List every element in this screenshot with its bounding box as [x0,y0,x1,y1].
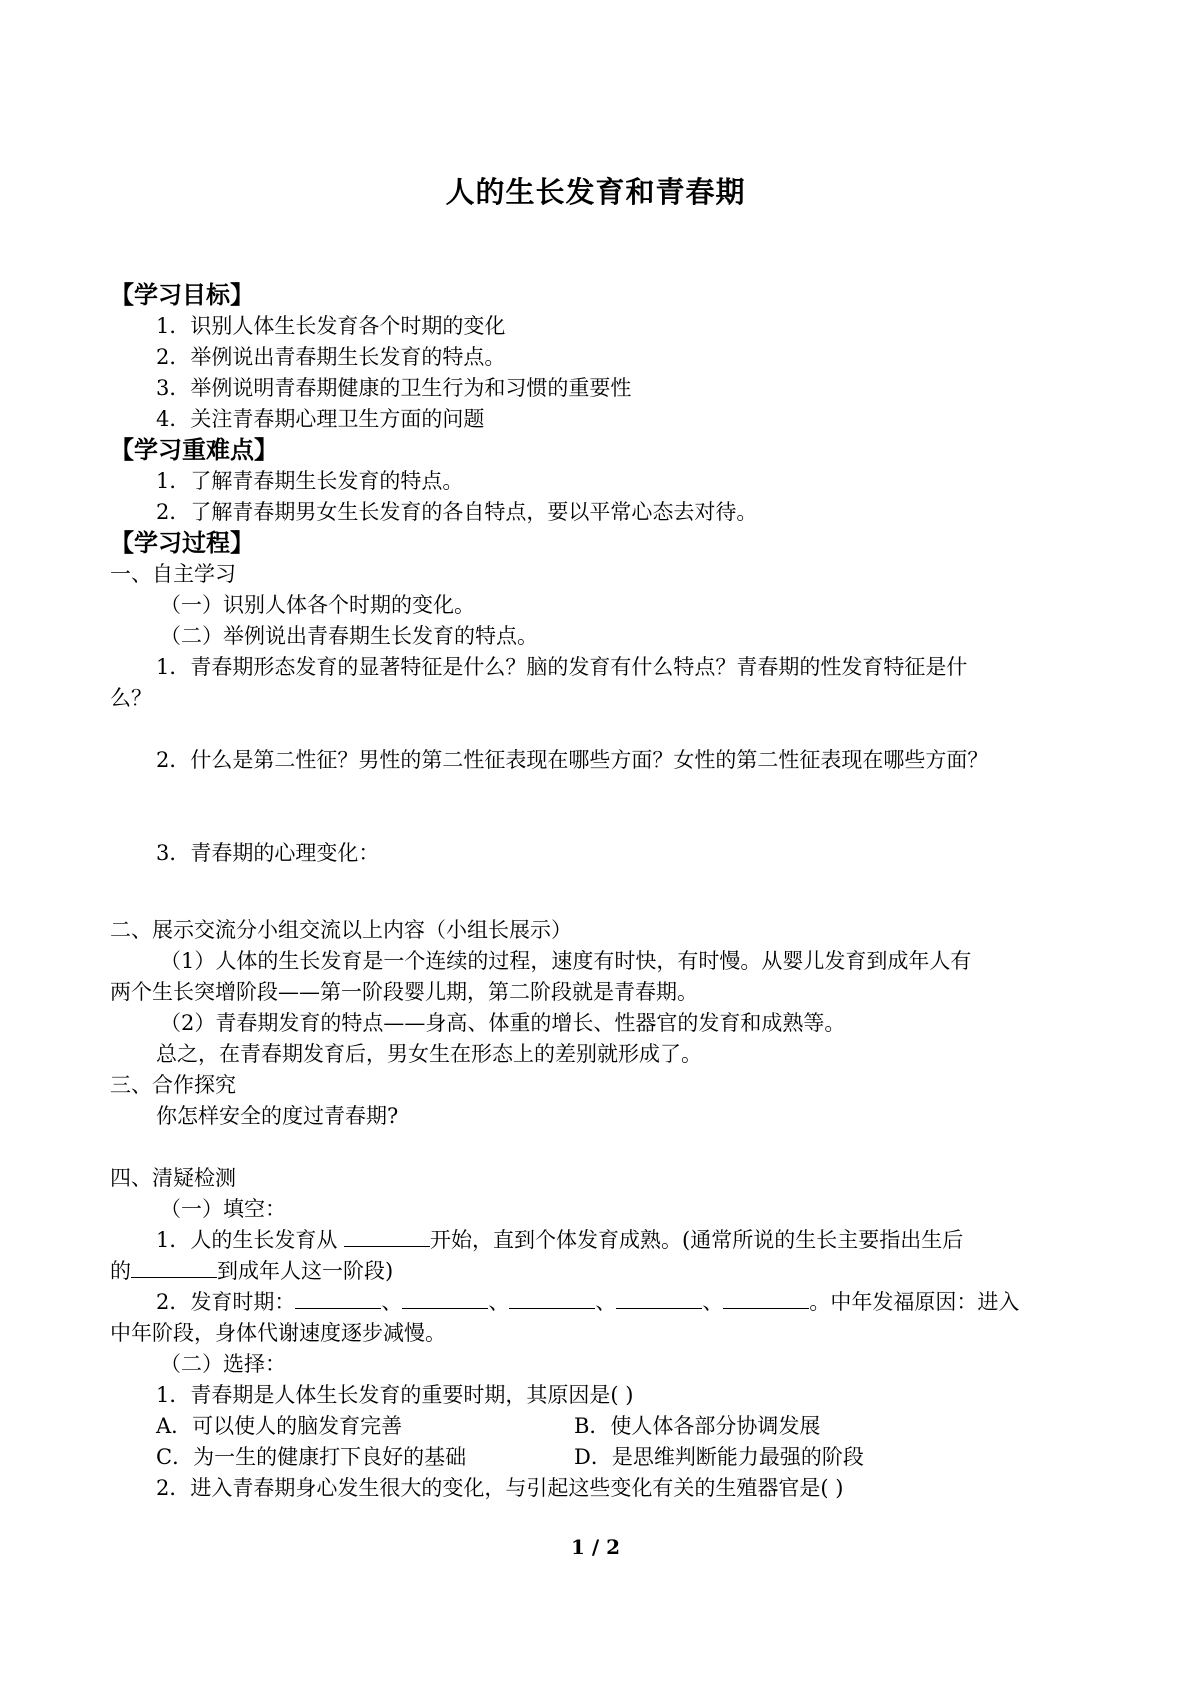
choice-question-2: 2．进入青春期身心发生很大的变化，与引起这些变化有关的生殖器官是( ) [156,1476,844,1500]
process-heading: 【学习过程】 [110,529,254,557]
choice-question-1: 1．青春期是人体生长发育的重要时期，其原因是( ) [156,1383,634,1407]
option-c[interactable]: C．为一生的健康打下良好的基础 [156,1445,467,1469]
fill-blank[interactable] [295,1288,381,1309]
fill-question-2: 2．发育时期： 、 、 、 、 。中年发福原因：进入 [156,1290,1020,1314]
keypoints-heading: 【学习重难点】 [110,436,278,464]
objective-item: 1．识别人体生长发育各个时期的变化 [156,314,506,338]
subsection-title: （二）举例说出青春期生长发育的特点。 [160,624,538,648]
fill-blank[interactable] [344,1226,430,1247]
fill-question-2-cont: 中年阶段，身体代谢速度逐步减慢。 [110,1321,446,1345]
subsection-title: （二）选择： [160,1352,286,1376]
section-title: 二、展示交流分小组交流以上内容（小组长展示） [110,918,572,942]
fill-blank[interactable] [723,1288,809,1309]
choice-options-row [110,1411,1090,1442]
option-d[interactable]: D．是思维判断能力最强的阶段 [574,1445,864,1469]
question-text: 1．青春期形态发育的显著特征是什么？脑的发育有什么特点？青春期的性发育特征是什 [156,655,968,679]
question-text: 你怎样安全的度过青春期? [156,1104,399,1128]
choice-options-row [110,1442,1090,1473]
fill-blank[interactable] [131,1257,217,1278]
paragraph-text: 两个生长突增阶段——第一阶段婴儿期，第二阶段就是青春期。 [110,980,698,1004]
fill-question-1-cont: 的 到成年人这一阶段) [110,1259,394,1283]
fill-blank[interactable] [509,1288,595,1309]
page-number: 1 / 2 [570,1535,621,1559]
paragraph-text: 总之，在青春期发育后，男女生在形态上的差别就形成了。 [156,1042,702,1066]
question-text: 2．什么是第二性征？男性的第二性征表现在哪些方面？女性的第二性征表现在哪些方面？ [156,748,989,772]
section-title: 三、合作探究 [110,1073,236,1097]
objective-item: 4．关注青春期心理卫生方面的问题 [156,407,485,431]
section-title: 一、自主学习 [110,562,236,586]
objectives-heading: 【学习目标】 [110,281,254,309]
question-text: 么？ [110,686,152,710]
section-title: 四、清疑检测 [110,1166,236,1190]
keypoint-item: 1．了解青春期生长发育的特点。 [156,469,464,493]
question-text: 3．青春期的心理变化： [156,841,380,865]
option-a[interactable]: A．可以使人的脑发育完善 [156,1414,403,1438]
paragraph-text: （2）青春期发育的特点——身高、体重的增长、性器官的发育和成熟等。 [160,1011,846,1035]
fill-question-1: 1．人的生长发育从 开始，直到个体发育成熟。(通常所说的生长主要指出生后 [156,1228,964,1252]
option-b[interactable]: B．使人体各部分协调发展 [574,1414,821,1438]
keypoint-item: 2．了解青春期男女生长发育的各自特点，要以平常心态去对待。 [156,500,758,524]
document-title: 人的生长发育和青春期 [445,175,746,209]
subsection-title: （一）识别人体各个时期的变化。 [160,593,475,617]
fill-blank[interactable] [616,1288,702,1309]
subsection-title: （一）填空： [160,1197,286,1221]
objective-item: 2．举例说出青春期生长发育的特点。 [156,345,506,369]
fill-blank[interactable] [402,1288,488,1309]
document-body [110,280,1090,1504]
paragraph-text: （1）人体的生长发育是一个连续的过程，速度有时快，有时慢。从婴儿发育到成年人有 [160,949,972,973]
objective-item: 3．举例说明青春期健康的卫生行为和习惯的重要性 [156,376,632,400]
